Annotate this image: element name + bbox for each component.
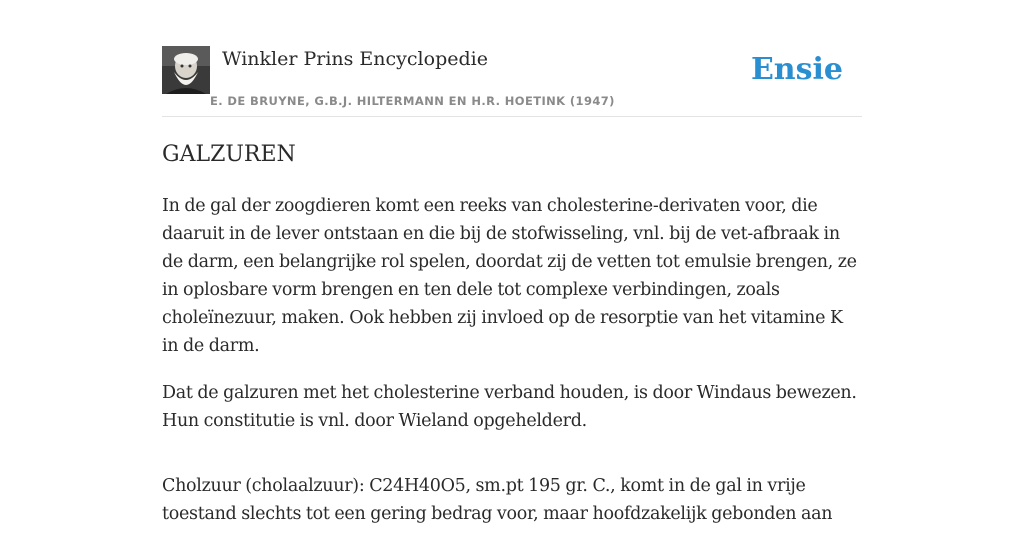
paragraph: In de gal der zoogdieren komt een reeks van cholesterine-derivaten voor, die daaruit in de lever ontstaan en die bij de stofwisseling, vnl. bij de vet-afbraak in de darm, een belangrijke rol spelen, doordat zij de vetten tot emulsie brengen, ze in oplosbare vorm brengen en ten dele tot complexe verbindingen, zoals choleïnezuur, maken. Ook hebben zij invloed op de resorptie van het vitamine K in de darm. [162, 196, 857, 356]
source-authors: E. DE BRUYNE, G.B.J. HILTERMANN EN H.R. HOETINK (1947) [210, 94, 615, 108]
source-header [162, 46, 862, 117]
portrait-icon [162, 46, 210, 94]
brand-logo[interactable]: Ensie [750, 52, 843, 87]
entry-body [162, 192, 862, 547]
entry-title: GALZUREN [162, 142, 296, 167]
source-title[interactable]: Winkler Prins Encyclopedie [222, 48, 488, 70]
paragraph: Cholzuur (cholaalzuur): C24H40O5, sm.pt 195 gr. C., komt in de gal in vrije toestand slechts tot een gering bedrag voor, maar hoofdzakelijk gebonden aan [162, 476, 833, 524]
paragraph: Dat de galzuren met het cholesterine verband houden, is door Windaus bewezen. Hun constitutie is vnl. door Wieland opgehelderd. [162, 383, 857, 431]
author-avatar[interactable] [162, 46, 210, 94]
